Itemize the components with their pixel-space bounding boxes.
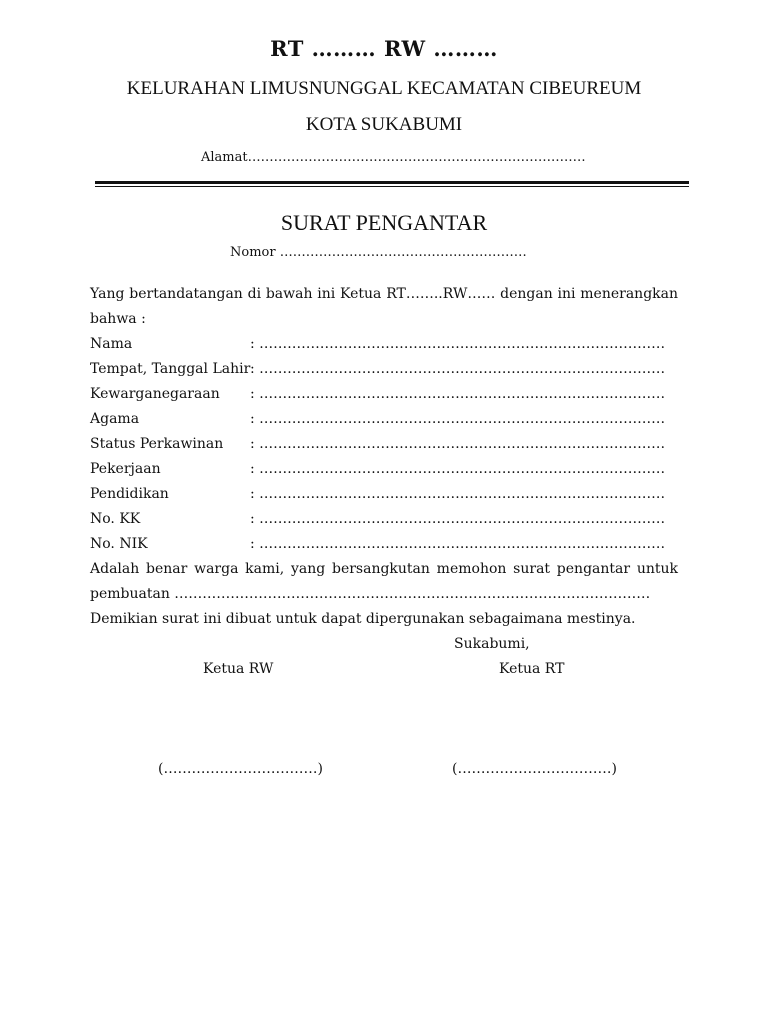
field-label-no-nik: No. NIK [90, 536, 148, 552]
signature-ketua-rw-blank: (……………………………) [158, 761, 323, 777]
field-value-status-perkawinan: : …………………………………………………………………………… [250, 436, 666, 452]
header-divider-thick [95, 181, 689, 184]
signature-place-date: Sukabumi, [454, 636, 530, 652]
field-label-pekerjaan: Pekerjaan [90, 461, 161, 477]
field-label-ttl: Tempat, Tanggal Lahir [90, 361, 251, 377]
header-alamat: Alamat…………………………………………………………………… [201, 150, 586, 165]
field-value-agama: : …………………………………………………………………………… [250, 411, 666, 427]
signature-ketua-rw-label: Ketua RW [203, 661, 274, 677]
field-label-no-kk: No. KK [90, 511, 141, 527]
signature-ketua-rt-blank: (……………………………) [452, 761, 617, 777]
header-kota: KOTA SUKABUMI [305, 114, 463, 135]
field-label-pendidikan: Pendidikan [90, 486, 169, 502]
signature-ketua-rt-label: Ketua RT [499, 661, 565, 677]
field-value-nama: : …………………………………………………………………………… [250, 336, 666, 352]
field-label-nama: Nama [90, 336, 133, 352]
header-kelurahan: KELURAHAN LIMUSNUNGGAL KECAMATAN CIBEUREUM [126, 78, 642, 99]
field-value-no-kk: : …………………………………………………………………………… [250, 511, 666, 527]
field-value-pendidikan: : …………………………………………………………………………… [250, 486, 666, 502]
header-rt-rw: RT ……… RW ……… [270, 36, 498, 61]
statement-line-2: pembuatan ………………………………………………………………………………………… [90, 586, 651, 602]
document-title: SURAT PENGANTAR [280, 210, 488, 235]
closing-statement: Demikian surat ini dibuat untuk dapat dipergunakan sebagaimana mestinya. [90, 611, 636, 627]
header-divider-thin [95, 186, 689, 187]
document-number: Nomor ………………………………………………… [230, 245, 527, 260]
field-label-kewarganegaraan: Kewarganegaraan [90, 386, 220, 402]
field-value-kewarganegaraan: : …………………………………………………………………………… [250, 386, 666, 402]
field-value-pekerjaan: : …………………………………………………………………………… [250, 461, 666, 477]
field-value-ttl: : …………………………………………………………………………… [250, 361, 666, 377]
field-value-no-nik: : …………………………………………………………………………… [250, 536, 666, 552]
intro-line-1: Yang bertandatangan di bawah ini Ketua RT……..RW…… dengan ini menerangkan [90, 286, 678, 302]
field-label-agama: Agama [90, 411, 140, 427]
statement-line-1: Adalah benar warga kami, yang bersangkutan memohon surat pengantar untuk [90, 561, 678, 577]
field-label-status-perkawinan: Status Perkawinan [90, 436, 224, 452]
intro-line-2: bahwa : [90, 311, 146, 327]
